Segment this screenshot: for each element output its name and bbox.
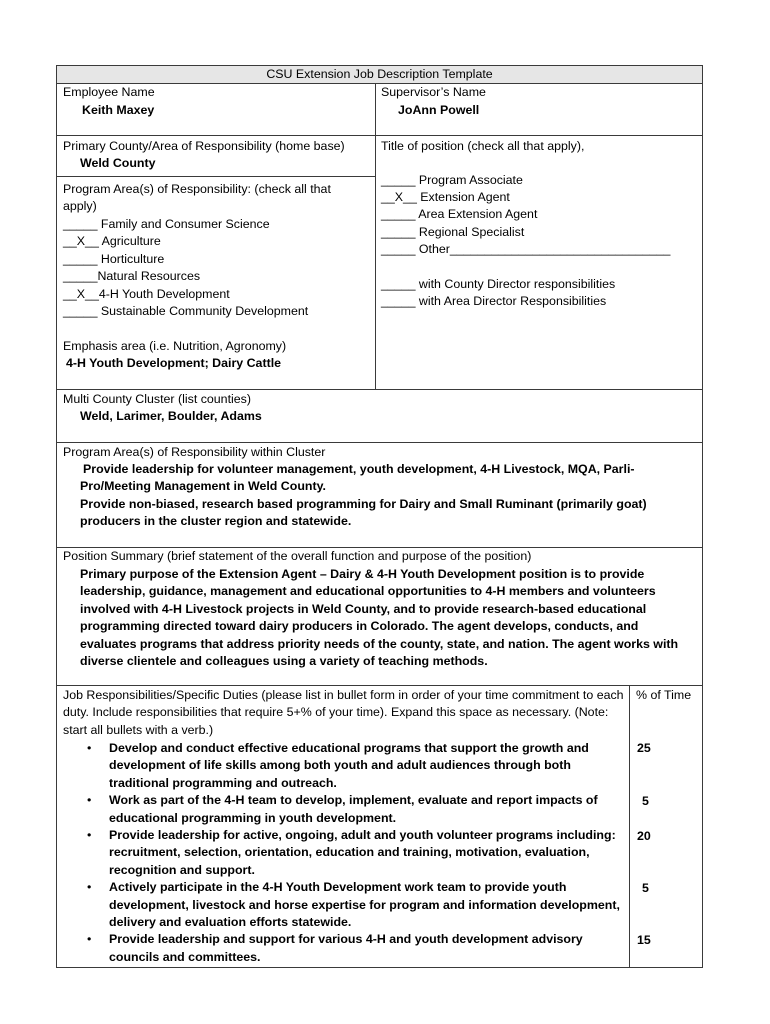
job-description-form [56,65,703,968]
program-area-option: _____Natural Resources [63,269,201,283]
director-option: _____ with Area Director Responsibilities [381,294,607,308]
rule [57,176,375,177]
duty-item [87,827,632,879]
duty-percent: 5 [642,881,649,895]
cluster-value: Weld, Larimer, Boulder, Adams [80,409,262,423]
bullet-icon: • [87,828,92,843]
rule [57,442,702,443]
emphasis-label: Emphasis area (i.e. Nutrition, Agronomy) [63,339,287,353]
duty-percent: 20 [637,829,651,843]
supervisor-label: Supervisor’s Name [381,85,486,99]
cluster-areas-label: Program Area(s) of Responsibility within Cluster [63,445,326,459]
cluster-areas-text: Provide leadership for volunteer management, youth development, 4-H Livestock, MQA, Parli-Pro/Meeting Management in Weld County. [80,462,635,494]
duty-text: Develop and conduct effective educational programs that support the growth and development of life skills among both youth and adult audiences through both traditional programming and outreach. [109,741,589,790]
duty-item [87,879,632,931]
county-value: Weld County [80,156,156,170]
duty-item [87,740,632,792]
position-option: _____ Regional Specialist [381,225,525,239]
duty-text: Provide leadership for active, ongoing, adult and youth volunteer programs including: recruitment, selection, orientation, education and training, motivation, evaluation, recognition and support. [109,828,616,877]
bullet-icon: • [87,793,92,808]
position-option: _____ Area Extension Agent [381,207,538,221]
position-title-label: Title of position (check all that apply), [381,139,585,153]
program-area-label: Program Area(s) of Responsibility: (check all that apply) [63,182,331,214]
cluster-areas-text: Provide non-biased, research based programming for Dairy and Small Ruminant (primarily goat) producers in the cluster region and statewide. [80,497,647,529]
program-area-option: __X__ Agriculture [63,234,161,248]
position-option: __X__ Extension Agent [381,190,510,204]
program-area-option: __X__4-H Youth Development [63,287,230,301]
duty-text: Provide leadership and support for various 4-H and youth development advisory councils and committees. [109,932,583,964]
duty-item [87,792,632,827]
time-label: % of Time [636,688,692,702]
program-area-option: _____ Family and Consumer Science [63,217,270,231]
duty-text: Actively participate in the 4-H Youth Development work team to provide youth development, livestock and horse expertise for program and information development, delivery and evaluation efforts statewide. [109,880,620,930]
duties-list [87,740,632,966]
form-title: CSU Extension Job Description Template [57,66,702,83]
duties-label: Job Responsibilities/Specific Duties (please list in bullet form in order of your time commitment to each duty. Include responsibilities that require 5+% of your time). Expand this space as necessary. (Note: start all bullets with a verb.) [63,688,624,737]
bullet-icon: • [87,932,92,947]
employee-value: Keith Maxey [82,103,155,117]
rule [57,135,702,136]
director-option: _____ with County Director responsibilities [381,277,616,291]
cluster-label: Multi County Cluster (list counties) [63,392,251,406]
employee-label: Employee Name [63,85,155,99]
summary-text: Primary purpose of the Extension Agent – Dairy & 4-H Youth Development position is to provide leadership, guidance, management and educational opportunities to 4-H members and volunteers involved with 4-H Livestock projects in Weld County, and to provide research-based educational programming directed toward dairy producers in Colorado. The agent develops, conducts, and evaluates programs that address priority needs of the county, state, and nation. The agent works with diverse clientele and colleagues using a variety of teaching methods. [80,567,679,669]
duty-percent: 25 [637,741,651,755]
supervisor-value: JoAnn Powell [398,103,480,117]
position-option: _____ Program Associate [381,173,523,187]
summary-label: Position Summary (brief statement of the overall function and purpose of the position) [63,549,532,563]
bullet-icon: • [87,741,92,755]
rule [57,389,702,390]
duty-item [87,931,632,966]
county-label: Primary County/Area of Responsibility (home base) [63,139,345,153]
bullet-icon: • [87,880,92,895]
program-area-option: _____ Sustainable Community Development [63,304,309,318]
emphasis-value: 4-H Youth Development; Dairy Cattle [66,356,282,370]
program-area-option: _____ Horticulture [63,252,165,266]
rule [57,685,702,686]
rule [375,83,376,389]
duty-percent: 5 [642,794,649,808]
position-option: _____ Other________________________________ [381,242,671,256]
duty-text: Work as part of the 4-H team to develop, implement, evaluate and report impacts of educational programming in youth development. [109,793,598,825]
duty-percent: 15 [637,933,651,947]
